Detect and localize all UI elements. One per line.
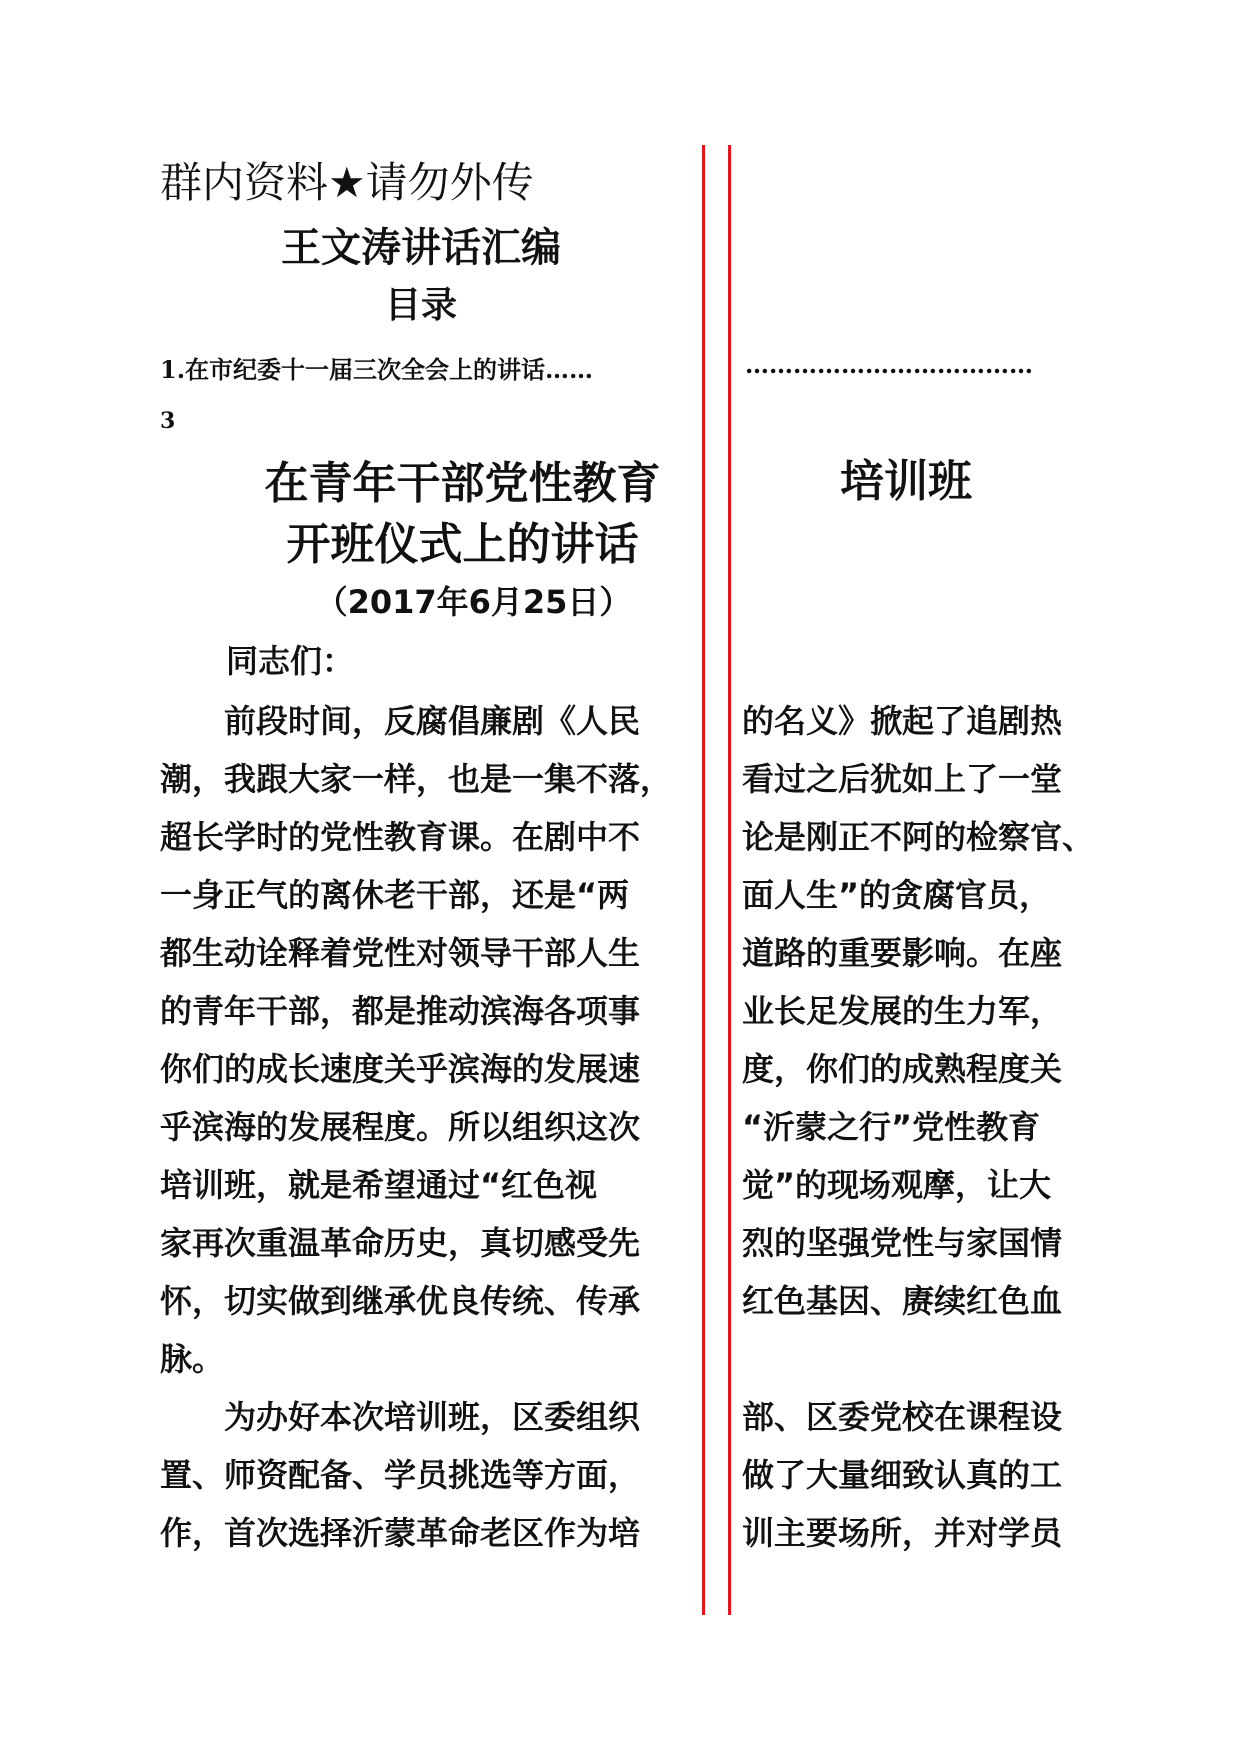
toc-entry-leader-dots: ……………………………… bbox=[745, 350, 1033, 379]
confidential-notice: 群内资料★请勿外传 bbox=[160, 158, 534, 207]
toc-page-number: 3 bbox=[160, 408, 176, 434]
body-text-line: 都生动诠释着党性对领导干部人生 bbox=[160, 934, 641, 972]
body-text-line: 一身正气的离休老干部，还是“两 bbox=[160, 876, 630, 914]
body-text-line: 的名义》掀起了追剧热 bbox=[742, 702, 1063, 740]
body-text-line: 看过之后犹如上了一堂 bbox=[742, 760, 1063, 798]
speech-title-line-2: 开班仪式上的讲话 bbox=[286, 519, 639, 570]
body-text-line: 潮，我跟大家一样，也是一集不落， bbox=[160, 760, 673, 798]
body-text-line: 训主要场所，并对学员 bbox=[742, 1514, 1063, 1552]
body-text-line: 烈的坚强党性与家国情 bbox=[742, 1224, 1063, 1262]
speech-date: （2017年6月25日） bbox=[315, 583, 632, 621]
body-text-line: 脉。 bbox=[160, 1340, 225, 1378]
body-text-line: 培训班，就是希望通过“红色视 bbox=[160, 1166, 598, 1204]
body-text-line: 超长学时的党性教育课。在剧中不 bbox=[160, 818, 641, 856]
body-text-line: 作，首次选择沂蒙革命老区作为培 bbox=[160, 1514, 641, 1552]
body-text-line: 做了大量细致认真的工 bbox=[742, 1456, 1063, 1494]
body-text-line: 业长足发展的生力军， bbox=[742, 992, 1063, 1030]
body-text-line: 怀，切实做到继承优良传统、传承 bbox=[160, 1282, 641, 1320]
red-divider-line-left bbox=[702, 145, 705, 1615]
body-text-line: 部、区委党校在课程设 bbox=[742, 1398, 1063, 1436]
body-text-line: 度，你们的成熟程度关 bbox=[742, 1050, 1063, 1088]
body-text-line: 你们的成长速度关乎滨海的发展速 bbox=[160, 1050, 641, 1088]
body-text-line: 面人生”的贪腐官员， bbox=[742, 876, 1052, 914]
body-text-line: 置、师资配备、学员挑选等方面， bbox=[160, 1456, 641, 1494]
body-text-line: “沂蒙之行”党性教育 bbox=[742, 1108, 1041, 1146]
body-text-line: 前段时间，反腐倡廉剧《人民 bbox=[160, 702, 641, 740]
body-text-line: 乎滨海的发展程度。所以组织这次 bbox=[160, 1108, 641, 1146]
red-divider-line-right bbox=[728, 145, 731, 1615]
body-text-line: 家再次重温革命历史，真切感受先 bbox=[160, 1224, 641, 1262]
body-text-line: 为办好本次培训班，区委组织 bbox=[160, 1398, 641, 1436]
body-text-line: 红色基因、赓续红色血 bbox=[742, 1282, 1063, 1320]
body-text-line: 道路的重要影响。在座 bbox=[742, 934, 1063, 972]
toc-heading: 目录 bbox=[384, 285, 457, 326]
collection-title: 王文涛讲话汇编 bbox=[281, 225, 561, 271]
body-text-line: 论是刚正不阿的检察官、 bbox=[742, 818, 1095, 856]
speech-title-right-fragment: 培训班 bbox=[840, 456, 972, 507]
toc-entry[interactable]: 1.在市纪委十一届三次全会上的讲话…… bbox=[160, 355, 594, 384]
body-text-line: 觉”的现场观摩，让大 bbox=[742, 1166, 1052, 1204]
speech-title-line-1: 在青年干部党性教育 bbox=[264, 458, 661, 509]
salutation: 同志们： bbox=[226, 642, 355, 680]
body-text-line: 的青年干部，都是推动滨海各项事 bbox=[160, 992, 641, 1030]
